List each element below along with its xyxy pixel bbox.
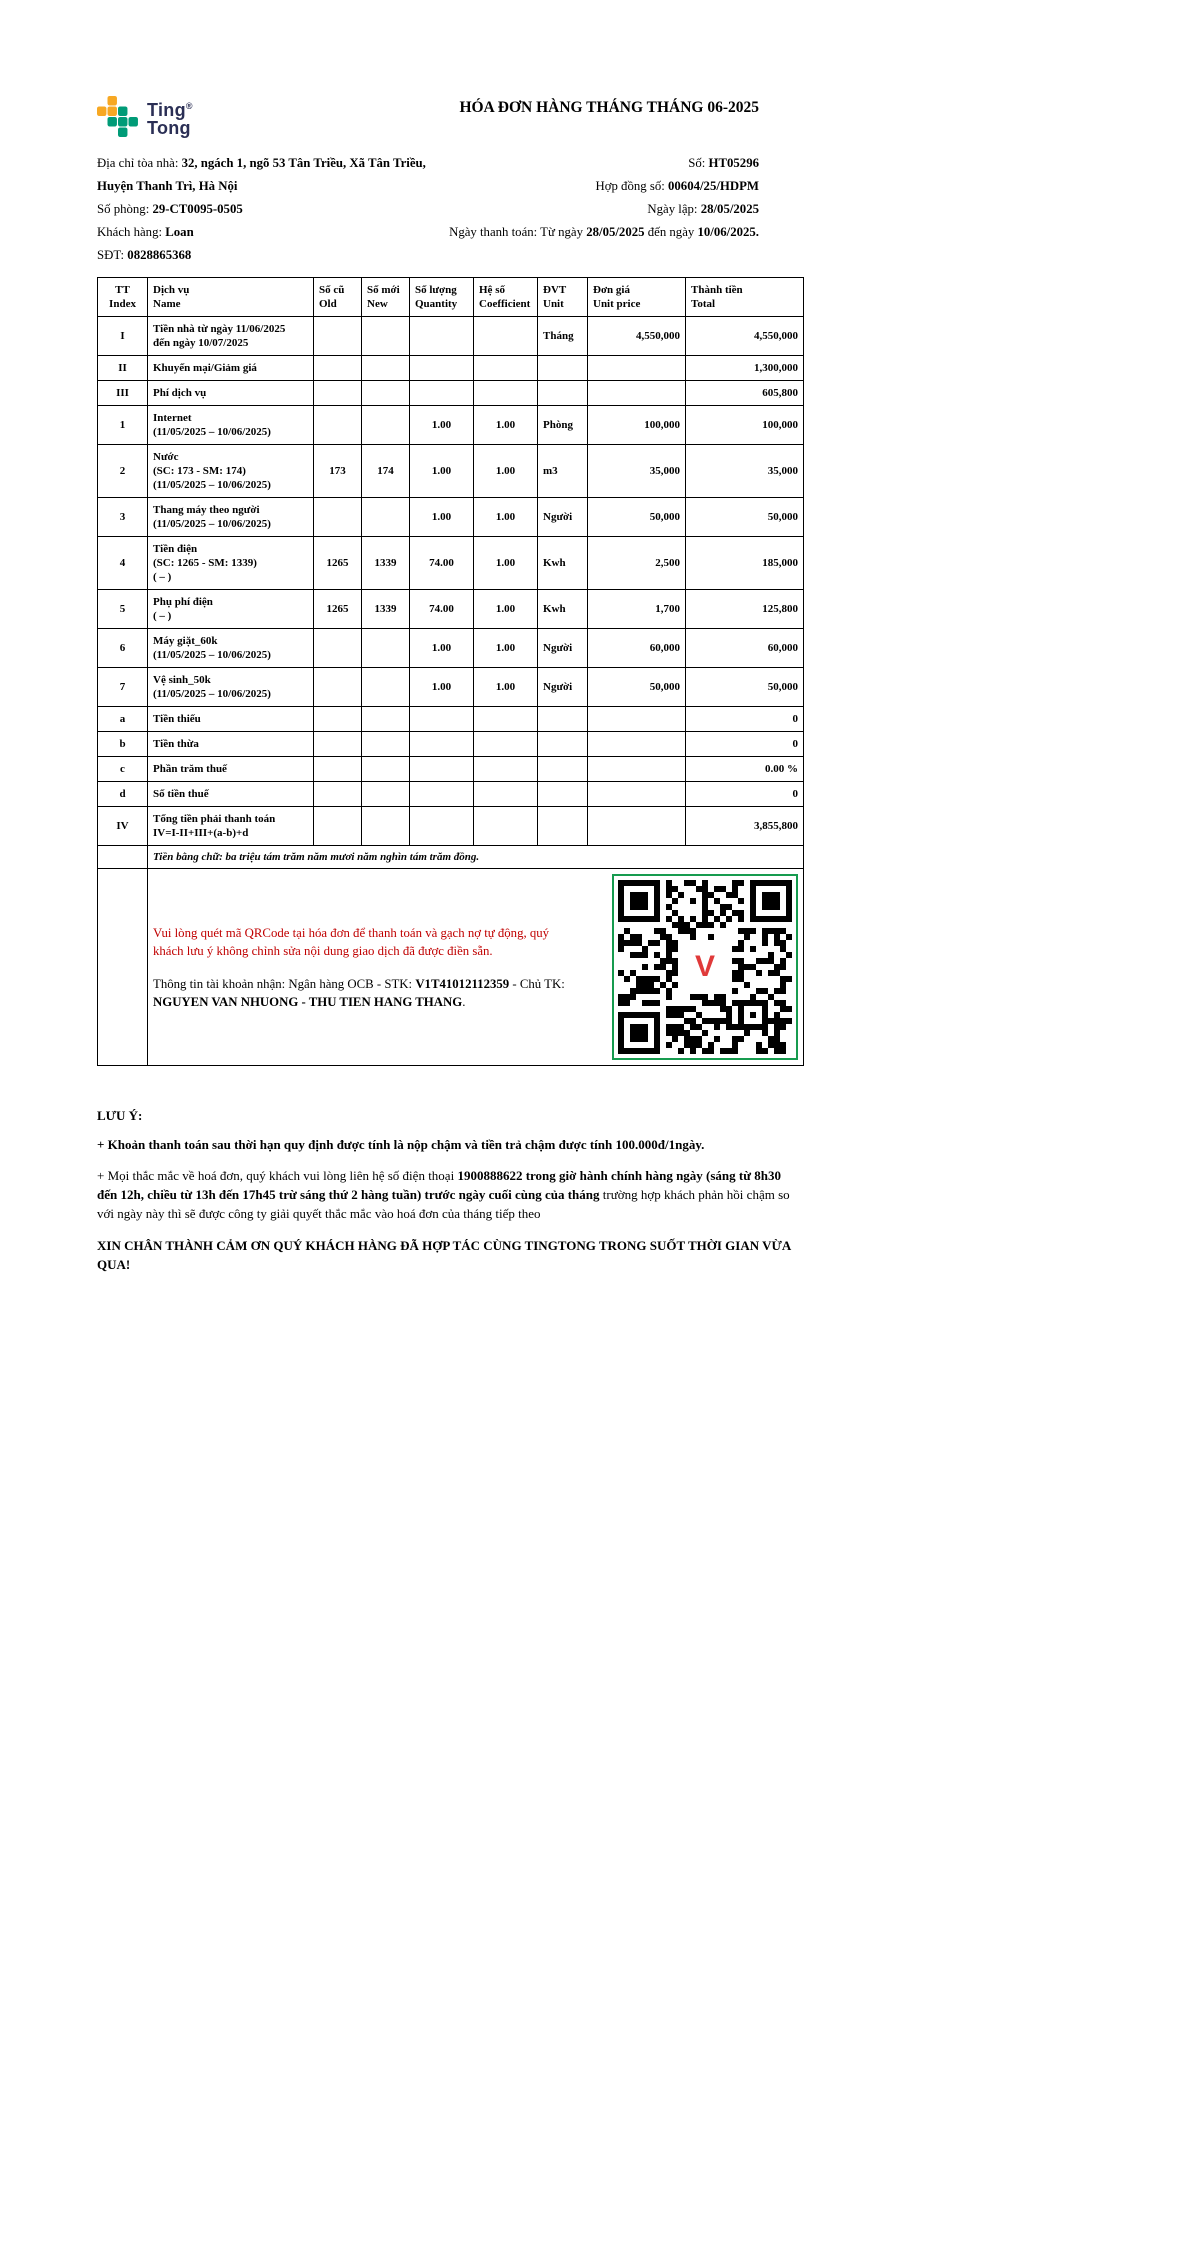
qr-payment-notice: Vui lòng quét mã QRCode tại hóa đơn để thanh toán và gạch nợ tự động, quý khách lưu ý không chỉnh sửa nội dung giao dịch đã được điền sẵn. bbox=[153, 925, 550, 958]
unit: Người bbox=[538, 629, 588, 668]
meter-old bbox=[314, 498, 362, 537]
service-name bbox=[148, 498, 314, 537]
service-name-line: Phần trăm thuế bbox=[153, 763, 227, 775]
tingtong-logo-icon bbox=[97, 96, 139, 138]
qr-code bbox=[612, 874, 798, 1060]
service-name-line: (11/05/2025 – 10/06/2025) bbox=[153, 518, 271, 530]
quantity: 74.00 bbox=[410, 590, 474, 629]
payment-block bbox=[153, 874, 798, 1060]
row-index: b bbox=[98, 732, 148, 757]
empty-cell bbox=[98, 846, 148, 869]
meter-new bbox=[362, 757, 410, 782]
quantity: 74.00 bbox=[410, 537, 474, 590]
service-row bbox=[98, 732, 804, 757]
tingtong-logo bbox=[97, 96, 193, 138]
meter-new: 1339 bbox=[362, 590, 410, 629]
service-name-line: (SC: 173 - SM: 174) bbox=[153, 465, 246, 477]
total-amount: 0 bbox=[686, 782, 804, 807]
header bbox=[97, 96, 803, 138]
coefficient: 1.00 bbox=[474, 406, 538, 445]
quantity bbox=[410, 782, 474, 807]
service-name bbox=[148, 707, 314, 732]
total-amount: 0 bbox=[686, 732, 804, 757]
unit bbox=[538, 707, 588, 732]
service-name-line: Tiền nhà từ ngày 11/06/2025 bbox=[153, 323, 286, 335]
service-name-line: Nước bbox=[153, 451, 179, 463]
total-amount: 50,000 bbox=[686, 498, 804, 537]
service-name-line: Tiền thiếu bbox=[153, 713, 201, 725]
quantity: 1.00 bbox=[410, 629, 474, 668]
quantity bbox=[410, 381, 474, 406]
coefficient bbox=[474, 356, 538, 381]
qr-center-logo-icon: V bbox=[683, 945, 727, 989]
unit bbox=[538, 381, 588, 406]
unit-price: 50,000 bbox=[588, 668, 686, 707]
unit-price bbox=[588, 807, 686, 846]
meter-new bbox=[362, 317, 410, 356]
row-index: 7 bbox=[98, 668, 148, 707]
unit: Kwh bbox=[538, 537, 588, 590]
brand-line1: Ting bbox=[147, 100, 186, 120]
service-name bbox=[148, 537, 314, 590]
late-payment-note: + Khoản thanh toán sau thời hạn quy định được tính là nộp chậm và tiền trả chậm được tính 100.000đ/1ngày. bbox=[97, 1137, 705, 1152]
unit-price bbox=[588, 757, 686, 782]
total-amount: 125,800 bbox=[686, 590, 804, 629]
service-row bbox=[98, 356, 804, 381]
row-index: a bbox=[98, 707, 148, 732]
row-index: III bbox=[98, 381, 148, 406]
meter-new bbox=[362, 356, 410, 381]
building-address: Địa chỉ tòa nhà: 32, ngách 1, ngõ 53 Tân Triều, Xã Tân Triều, bbox=[97, 156, 426, 170]
invoice-title: HÓA ĐƠN HÀNG THÁNG THÁNG 06-2025 bbox=[459, 99, 759, 116]
total-amount: 3,855,800 bbox=[686, 807, 804, 846]
unit: Tháng bbox=[538, 317, 588, 356]
total-amount: 100,000 bbox=[686, 406, 804, 445]
payment-text bbox=[153, 924, 581, 1011]
service-name-line: Thang máy theo người bbox=[153, 504, 260, 516]
column-header: TT Index bbox=[98, 278, 148, 317]
meter-new bbox=[362, 498, 410, 537]
coefficient bbox=[474, 757, 538, 782]
service-name-line: (11/05/2025 – 10/06/2025) bbox=[153, 479, 271, 491]
meter-old bbox=[314, 317, 362, 356]
meter-new: 1339 bbox=[362, 537, 410, 590]
service-name-line: (11/05/2025 – 10/06/2025) bbox=[153, 426, 271, 438]
notes-heading: LƯU Ý: bbox=[97, 1108, 143, 1123]
total-amount: 50,000 bbox=[686, 668, 804, 707]
row-index: 2 bbox=[98, 445, 148, 498]
column-header: Số lượng Quantity bbox=[410, 278, 474, 317]
coefficient bbox=[474, 707, 538, 732]
service-name-line: ( – ) bbox=[153, 610, 172, 622]
meter-new bbox=[362, 707, 410, 732]
row-index: IV bbox=[98, 807, 148, 846]
invoice-page bbox=[97, 96, 803, 1274]
unit-price: 100,000 bbox=[588, 406, 686, 445]
service-row bbox=[98, 317, 804, 356]
quantity: 1.00 bbox=[410, 406, 474, 445]
service-name bbox=[148, 356, 314, 381]
meter-new bbox=[362, 782, 410, 807]
service-name-line: Máy giặt_60k bbox=[153, 635, 218, 647]
total-amount: 1,300,000 bbox=[686, 356, 804, 381]
thanks-note: XIN CHÂN THÀNH CẢM ƠN QUÝ KHÁCH HÀNG ĐÃ HỢP TÁC CÙNG TINGTONG TRONG SUỐT THỜI GIAN VỪA QUA! bbox=[97, 1238, 791, 1272]
unit-price: 60,000 bbox=[588, 629, 686, 668]
unit-price bbox=[588, 732, 686, 757]
quantity: 1.00 bbox=[410, 668, 474, 707]
row-index: II bbox=[98, 356, 148, 381]
service-name bbox=[148, 590, 314, 629]
service-name bbox=[148, 668, 314, 707]
brand-name bbox=[147, 97, 193, 137]
contract-number: Hợp đồng số: 00604/25/HDPM bbox=[595, 179, 759, 193]
invoice-table bbox=[97, 277, 804, 1066]
meter-old bbox=[314, 381, 362, 406]
service-name bbox=[148, 782, 314, 807]
column-header: Số cũ Old bbox=[314, 278, 362, 317]
coefficient bbox=[474, 782, 538, 807]
service-name-line: IV=I-II+III+(a-b)+d bbox=[153, 827, 249, 839]
coefficient: 1.00 bbox=[474, 629, 538, 668]
service-name-line: Phí dịch vụ bbox=[153, 387, 207, 399]
service-name bbox=[148, 732, 314, 757]
row-index: 1 bbox=[98, 406, 148, 445]
service-name-line: Phụ phí điện bbox=[153, 596, 213, 608]
column-header: Đơn giá Unit price bbox=[588, 278, 686, 317]
empty-cell bbox=[98, 869, 148, 1066]
meter-old bbox=[314, 668, 362, 707]
unit bbox=[538, 807, 588, 846]
unit-price: 50,000 bbox=[588, 498, 686, 537]
service-row bbox=[98, 782, 804, 807]
meter-new: 174 bbox=[362, 445, 410, 498]
total-amount: 60,000 bbox=[686, 629, 804, 668]
quantity bbox=[410, 707, 474, 732]
row-index: c bbox=[98, 757, 148, 782]
column-header: Dịch vụ Name bbox=[148, 278, 314, 317]
account-info: Thông tin tài khoản nhận: Ngân hàng OCB - STK: V1T41012112359 - Chủ TK: NGUYEN VAN NHUONG - THU TIEN HANG THANG. bbox=[153, 976, 565, 1009]
total-amount: 0.00 % bbox=[686, 757, 804, 782]
account-number: V1T41012112359 bbox=[415, 976, 510, 991]
table-footer bbox=[98, 846, 804, 1066]
quantity bbox=[410, 807, 474, 846]
quantity bbox=[410, 317, 474, 356]
service-name bbox=[148, 406, 314, 445]
meter-new bbox=[362, 381, 410, 406]
total-amount: 0 bbox=[686, 707, 804, 732]
service-row bbox=[98, 668, 804, 707]
meter-old bbox=[314, 406, 362, 445]
coefficient: 1.00 bbox=[474, 537, 538, 590]
coefficient bbox=[474, 317, 538, 356]
payment-period: Ngày thanh toán: Từ ngày 28/05/2025 đến ngày 10/06/2025. bbox=[449, 225, 759, 239]
service-name bbox=[148, 445, 314, 498]
service-name bbox=[148, 629, 314, 668]
total-amount: 605,800 bbox=[686, 381, 804, 406]
invoice-number: Số: HT05296 bbox=[688, 156, 759, 170]
service-name bbox=[148, 757, 314, 782]
registered-mark-icon: ® bbox=[185, 101, 193, 111]
meter-new bbox=[362, 668, 410, 707]
service-name-line: Internet bbox=[153, 412, 192, 424]
meter-new bbox=[362, 732, 410, 757]
service-name-line: Khuyến mại/Giảm giá bbox=[153, 362, 257, 374]
unit bbox=[538, 757, 588, 782]
meter-new bbox=[362, 406, 410, 445]
service-name-line: Tiền thừa bbox=[153, 738, 199, 750]
service-row bbox=[98, 537, 804, 590]
service-row bbox=[98, 445, 804, 498]
invoice-info bbox=[97, 152, 803, 267]
table-header-row bbox=[98, 278, 804, 317]
unit-price: 2,500 bbox=[588, 537, 686, 590]
invoice-table-body bbox=[98, 317, 804, 846]
meter-old bbox=[314, 629, 362, 668]
unit: Phòng bbox=[538, 406, 588, 445]
invoice-info-left bbox=[97, 152, 426, 267]
row-index: I bbox=[98, 317, 148, 356]
column-header: Số mới New bbox=[362, 278, 410, 317]
building-address-line2: Huyện Thanh Trì, Hà Nội bbox=[97, 179, 238, 193]
service-name-line: đến ngày 10/07/2025 bbox=[153, 337, 249, 349]
coefficient bbox=[474, 381, 538, 406]
service-name bbox=[148, 381, 314, 406]
meter-old bbox=[314, 782, 362, 807]
column-header: ĐVT Unit bbox=[538, 278, 588, 317]
unit bbox=[538, 356, 588, 381]
row-index: d bbox=[98, 782, 148, 807]
unit-price bbox=[588, 782, 686, 807]
service-name-line: (11/05/2025 – 10/06/2025) bbox=[153, 688, 271, 700]
total-amount: 4,550,000 bbox=[686, 317, 804, 356]
unit-price: 4,550,000 bbox=[588, 317, 686, 356]
service-name-line: Số tiền thuế bbox=[153, 788, 209, 800]
meter-old bbox=[314, 707, 362, 732]
coefficient: 1.00 bbox=[474, 445, 538, 498]
meter-new bbox=[362, 629, 410, 668]
meter-old bbox=[314, 757, 362, 782]
meter-old bbox=[314, 732, 362, 757]
payment-row bbox=[98, 869, 804, 1066]
service-row bbox=[98, 807, 804, 846]
meter-old bbox=[314, 807, 362, 846]
unit bbox=[538, 782, 588, 807]
service-name-line: ( – ) bbox=[153, 571, 172, 583]
service-name-line: Tiền điện bbox=[153, 543, 198, 555]
amount-in-words: ba triệu tám trăm năm mươi năm nghìn tám trăm đồng. bbox=[225, 851, 480, 863]
unit-price bbox=[588, 707, 686, 732]
column-header: Thành tiền Total bbox=[686, 278, 804, 317]
amount-in-words-row bbox=[98, 846, 804, 869]
issue-date: Ngày lập: 28/05/2025 bbox=[647, 202, 759, 216]
unit: Người bbox=[538, 668, 588, 707]
service-name-line: (11/05/2025 – 10/06/2025) bbox=[153, 649, 271, 661]
service-row bbox=[98, 590, 804, 629]
coefficient bbox=[474, 732, 538, 757]
unit-price bbox=[588, 381, 686, 406]
meter-old bbox=[314, 356, 362, 381]
coefficient: 1.00 bbox=[474, 590, 538, 629]
service-row bbox=[98, 757, 804, 782]
row-index: 3 bbox=[98, 498, 148, 537]
service-name bbox=[148, 807, 314, 846]
amount-in-words-label: Tiền bằng chữ: bbox=[153, 851, 223, 863]
total-amount: 185,000 bbox=[686, 537, 804, 590]
quantity: 1.00 bbox=[410, 498, 474, 537]
payment-cell bbox=[148, 869, 804, 1066]
row-index: 5 bbox=[98, 590, 148, 629]
quantity bbox=[410, 356, 474, 381]
service-row bbox=[98, 381, 804, 406]
customer-phone: SĐT: 0828865368 bbox=[97, 248, 192, 262]
footer-notes bbox=[97, 1108, 803, 1274]
quantity: 1.00 bbox=[410, 445, 474, 498]
meter-old: 173 bbox=[314, 445, 362, 498]
contact-note: + Mọi thắc mắc về hoá đơn, quý khách vui lòng liên hệ số điện thoại 1900888622 trong giờ hành chính hàng ngày (sáng từ 8h30 đến 12h, chiều từ 13h đến 17h45 trừ sáng thứ 2 hàng tuần) trước ngày cuối cùng của tháng trường hợp khách phản hồi chậm so với ngày này thì sẽ được công ty giải quyết thắc mắc vào hoá đơn của tháng tiếp theo bbox=[97, 1168, 790, 1221]
total-amount: 35,000 bbox=[686, 445, 804, 498]
service-name-line: Vệ sinh_50k bbox=[153, 674, 211, 686]
quantity bbox=[410, 757, 474, 782]
service-name-line: Tổng tiền phải thanh toán bbox=[153, 813, 276, 825]
service-row bbox=[98, 707, 804, 732]
service-name-line: (SC: 1265 - SM: 1339) bbox=[153, 557, 257, 569]
unit-price: 35,000 bbox=[588, 445, 686, 498]
amount-in-words-cell bbox=[148, 846, 804, 869]
column-header: Hệ số Coefficient bbox=[474, 278, 538, 317]
service-row bbox=[98, 406, 804, 445]
service-name bbox=[148, 317, 314, 356]
unit bbox=[538, 732, 588, 757]
row-index: 6 bbox=[98, 629, 148, 668]
customer-name: Khách hàng: Loan bbox=[97, 225, 194, 239]
unit: Kwh bbox=[538, 590, 588, 629]
meter-old: 1265 bbox=[314, 537, 362, 590]
room-number: Số phòng: 29-CT0095-0505 bbox=[97, 202, 243, 216]
coefficient bbox=[474, 807, 538, 846]
unit: m3 bbox=[538, 445, 588, 498]
unit-price bbox=[588, 356, 686, 381]
invoice-info-right bbox=[449, 152, 759, 267]
unit: Người bbox=[538, 498, 588, 537]
service-row bbox=[98, 629, 804, 668]
meter-old: 1265 bbox=[314, 590, 362, 629]
account-holder: NGUYEN VAN NHUONG - THU TIEN HANG THANG bbox=[153, 994, 463, 1009]
unit-price: 1,700 bbox=[588, 590, 686, 629]
quantity bbox=[410, 732, 474, 757]
brand-line2: Tong bbox=[147, 118, 191, 138]
service-row bbox=[98, 498, 804, 537]
coefficient: 1.00 bbox=[474, 498, 538, 537]
row-index: 4 bbox=[98, 537, 148, 590]
coefficient: 1.00 bbox=[474, 668, 538, 707]
meter-new bbox=[362, 807, 410, 846]
